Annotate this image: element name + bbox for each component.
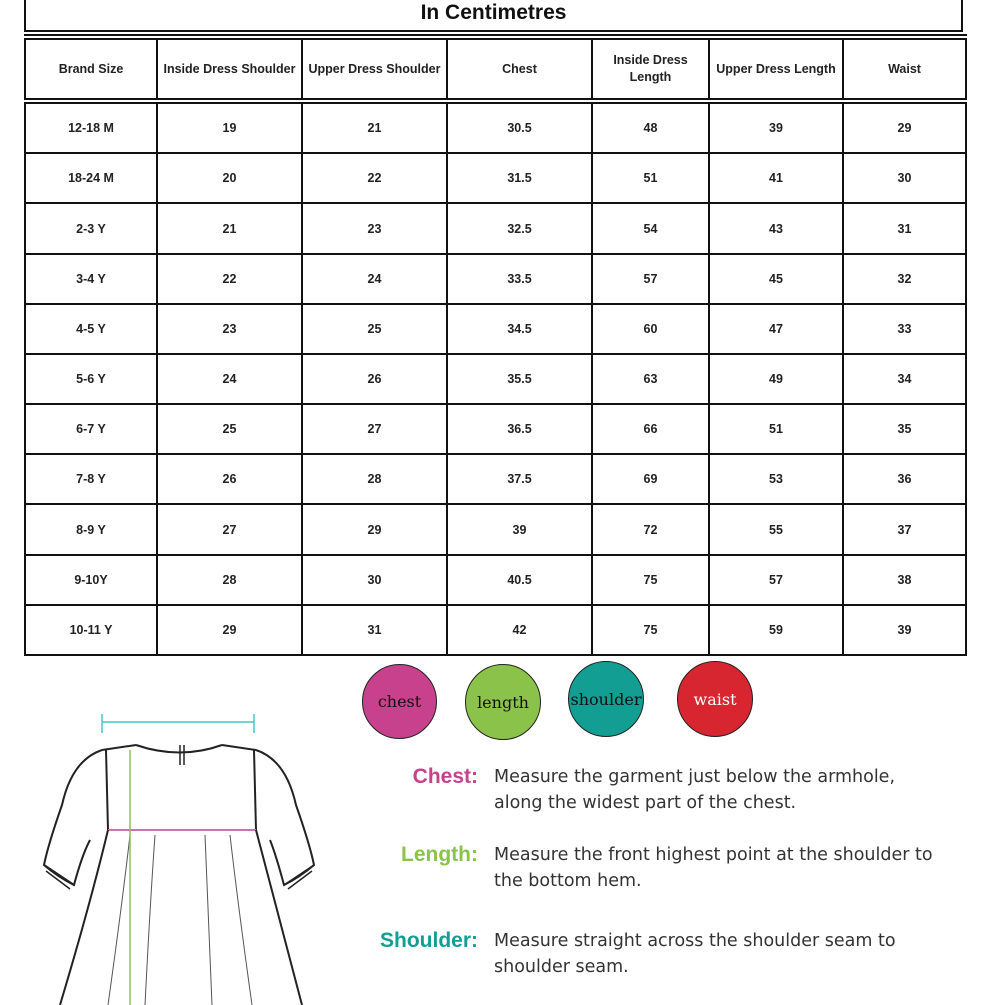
- size-cell: 5-6 Y: [25, 354, 157, 404]
- measurement-cell: 36: [843, 454, 966, 504]
- size-cell: 4-5 Y: [25, 304, 157, 354]
- measurement-cell: 26: [302, 354, 447, 404]
- size-cell: 9-10Y: [25, 555, 157, 605]
- measurement-cell: 32.5: [447, 203, 592, 253]
- measurement-cell: 29: [843, 101, 966, 153]
- measurement-cell: 69: [592, 454, 709, 504]
- measurement-cell: 35: [843, 404, 966, 454]
- measurement-cell: 51: [592, 153, 709, 203]
- measurement-cell: 60: [592, 304, 709, 354]
- size-chart-table: [24, 34, 967, 656]
- measurement-cell: 55: [709, 504, 843, 554]
- measurement-cell: 29: [157, 605, 302, 655]
- measurement-cell: 21: [157, 203, 302, 253]
- measurement-cell: 39: [447, 504, 592, 554]
- measurement-cell: 23: [157, 304, 302, 354]
- measurement-cell: 32: [843, 254, 966, 304]
- measurement-cell: 25: [157, 404, 302, 454]
- measurement-cell: 33: [843, 304, 966, 354]
- table-row: [25, 254, 966, 304]
- measurement-cell: 54: [592, 203, 709, 253]
- column-header: Inside Dress Length: [592, 37, 709, 101]
- table-row: [25, 153, 966, 203]
- table-body: [25, 101, 966, 655]
- measurement-cell: 57: [592, 254, 709, 304]
- definition-text: Measure straight across the shoulder seam to shoulder seam.: [494, 931, 896, 977]
- measurement-cell: 19: [157, 101, 302, 153]
- size-cell: 18-24 M: [25, 153, 157, 203]
- column-header: Brand Size: [25, 37, 157, 101]
- measurement-cell: 24: [302, 254, 447, 304]
- measurement-cell: 37.5: [447, 454, 592, 504]
- measurement-cell: 22: [302, 153, 447, 203]
- legend-waist-circle: waist: [677, 661, 753, 737]
- table-row: [25, 354, 966, 404]
- measurement-cell: 35.5: [447, 354, 592, 404]
- measurement-cell: 51: [709, 404, 843, 454]
- measurement-cell: 28: [302, 454, 447, 504]
- measurement-cell: 75: [592, 605, 709, 655]
- size-cell: 10-11 Y: [25, 605, 157, 655]
- table-row: [25, 101, 966, 153]
- measurement-cell: 45: [709, 254, 843, 304]
- measurement-cell: 31: [302, 605, 447, 655]
- measurement-cell: 29: [302, 504, 447, 554]
- measurement-cell: 23: [302, 203, 447, 253]
- measurement-cell: 49: [709, 354, 843, 404]
- definition-text: Measure the front highest point at the shoulder to the bottom hem.: [494, 845, 933, 891]
- measurement-cell: 20: [157, 153, 302, 203]
- size-cell: 8-9 Y: [25, 504, 157, 554]
- size-cell: 2-3 Y: [25, 203, 157, 253]
- measurement-cell: 34.5: [447, 304, 592, 354]
- measurement-cell: 25: [302, 304, 447, 354]
- measurement-cell: 34: [843, 354, 966, 404]
- measurement-cell: 30: [843, 153, 966, 203]
- column-header: Upper Dress Length: [709, 37, 843, 101]
- measurement-cell: 57: [709, 555, 843, 605]
- definition-term: Length:: [401, 843, 478, 866]
- measurement-cell: 21: [302, 101, 447, 153]
- measurement-cell: 53: [709, 454, 843, 504]
- measurement-cell: 26: [157, 454, 302, 504]
- measurement-cell: 48: [592, 101, 709, 153]
- measurement-cell: 37: [843, 504, 966, 554]
- dress-icon: [30, 705, 330, 1005]
- measurement-cell: 41: [709, 153, 843, 203]
- measurement-cell: 66: [592, 404, 709, 454]
- measurement-cell: 43: [709, 203, 843, 253]
- measurement-cell: 27: [302, 404, 447, 454]
- table-row: [25, 203, 966, 253]
- column-header: Chest: [447, 37, 592, 101]
- definition-term: Shoulder:: [380, 929, 478, 952]
- table-row: [25, 605, 966, 655]
- column-header: Inside Dress Shoulder: [157, 37, 302, 101]
- column-header: Waist: [843, 37, 966, 101]
- size-cell: 3-4 Y: [25, 254, 157, 304]
- measurement-cell: 39: [709, 101, 843, 153]
- table-row: [25, 304, 966, 354]
- measurement-cell: 27: [157, 504, 302, 554]
- measurement-cell: 42: [447, 605, 592, 655]
- measurement-cell: 38: [843, 555, 966, 605]
- size-chart-table-wrap: [24, 34, 965, 656]
- legend-chest-circle: chest: [362, 664, 437, 739]
- measurement-cell: 47: [709, 304, 843, 354]
- measurement-cell: 31.5: [447, 153, 592, 203]
- size-cell: 6-7 Y: [25, 404, 157, 454]
- table-row: [25, 504, 966, 554]
- measurement-cell: 33.5: [447, 254, 592, 304]
- measurement-cell: 63: [592, 354, 709, 404]
- table-header-row: [25, 37, 966, 101]
- measurement-cell: 30.5: [447, 101, 592, 153]
- page-title: In Centimetres: [24, 0, 963, 32]
- measurement-cell: 31: [843, 203, 966, 253]
- table-row: [25, 555, 966, 605]
- measurement-cell: 22: [157, 254, 302, 304]
- measurement-cell: 30: [302, 555, 447, 605]
- measurement-cell: 59: [709, 605, 843, 655]
- definition-text: Measure the garment just below the armhole, along the widest part of the chest.: [494, 767, 896, 813]
- legend-shoulder-circle: shoulder: [568, 661, 644, 737]
- definition-term: Chest:: [412, 765, 478, 788]
- table-row: [25, 454, 966, 504]
- measurement-cell: 36.5: [447, 404, 592, 454]
- column-header: Upper Dress Shoulder: [302, 37, 447, 101]
- measurement-cell: 72: [592, 504, 709, 554]
- size-cell: 7-8 Y: [25, 454, 157, 504]
- table-row: [25, 404, 966, 454]
- measurement-cell: 40.5: [447, 555, 592, 605]
- measurement-cell: 39: [843, 605, 966, 655]
- measurement-cell: 28: [157, 555, 302, 605]
- size-cell: 12-18 M: [25, 101, 157, 153]
- legend-length-circle: length: [465, 664, 541, 740]
- measurement-cell: 24: [157, 354, 302, 404]
- measurement-cell: 75: [592, 555, 709, 605]
